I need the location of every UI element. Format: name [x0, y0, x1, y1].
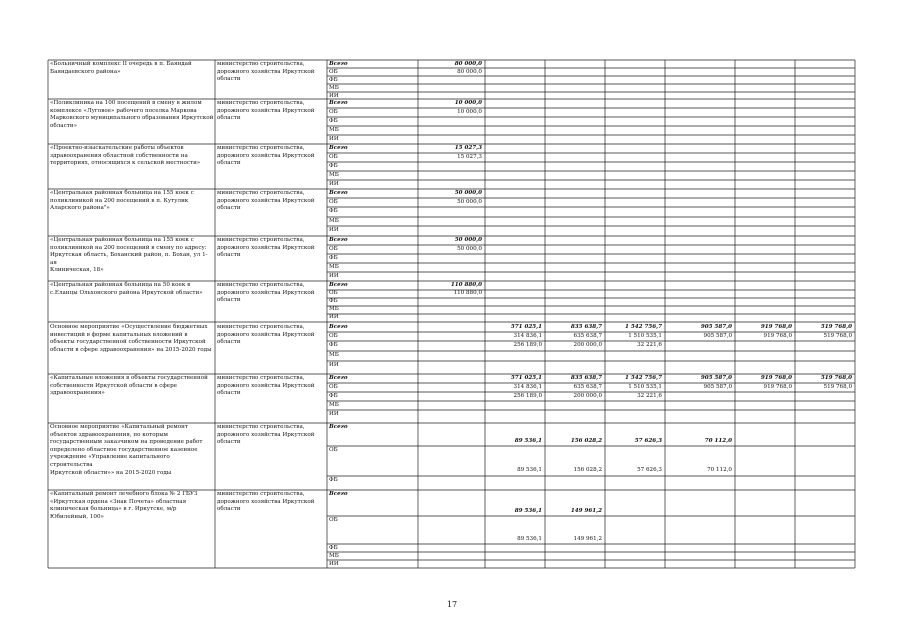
label-total: Всего — [329, 100, 348, 106]
row-name: «Капитальные вложения в объекты государственной собственности Иркутской области в сфере здравоохранения» — [50, 375, 208, 397]
label-ii: ИИ — [329, 93, 339, 99]
value-ob: 314 836,1 — [513, 333, 542, 339]
label-fb: ФБ — [329, 545, 338, 551]
value-ob: 314 836,1 — [513, 384, 542, 390]
label-ob: ОБ — [329, 199, 338, 205]
label-ob: ОБ — [329, 333, 338, 339]
value-total: 919 768,0 — [760, 375, 792, 381]
value-total: 10 000,0 — [454, 100, 482, 106]
label-total: Всего — [329, 237, 348, 243]
row-name: «Больничный комплекс II очередь в п. Баяндай Баяндаевского района» — [50, 61, 192, 75]
label-fb: ФБ — [329, 208, 338, 214]
value-total: 835 638,7 — [570, 324, 602, 330]
value-ob: 80 000,0 — [457, 69, 482, 75]
value-ob: 905 587,0 — [703, 384, 732, 390]
label-ii: ИИ — [329, 227, 339, 233]
value-fb: 200 000,0 — [573, 342, 602, 348]
label-ob: ОБ — [329, 109, 338, 115]
label-total: Всего — [329, 424, 348, 430]
value-fb: 32 221,6 — [637, 393, 662, 399]
value-total: 835 638,7 — [570, 375, 602, 381]
value-ob: 919 768,0 — [763, 333, 792, 339]
label-mb: МБ — [329, 553, 339, 559]
value-ob: 149 961,2 — [573, 536, 602, 542]
value-ob: 919 768,0 — [763, 384, 792, 390]
value-total: 156 028,2 — [570, 438, 602, 444]
row-name: «Проектно-изыскательские работы объектов здравоохранения областной собственности на территориях, относящихся к сельской местности» — [50, 145, 201, 167]
value-total: 89 536,1 — [514, 508, 542, 514]
value-total: 70 112,0 — [704, 438, 732, 444]
row-org: министерство строительства, дорожного хозяйства Иркутской области — [217, 237, 315, 259]
value-ob: 89 536,1 — [517, 467, 542, 473]
value-ob: 70 112,0 — [707, 467, 732, 473]
value-ob: 156 028,2 — [573, 467, 602, 473]
value-total: 571 025,1 — [510, 375, 542, 381]
value-ob: 1 510 535,1 — [628, 333, 662, 339]
row-name: Основное мероприятие «Осуществление бюджетных инвестиций в форме капитальных вложений в объекты государственной собственности Иркутской области в сфере здравоохранения» на 2015-2020 годы — [50, 324, 212, 353]
label-ii: ИИ — [329, 362, 339, 368]
row-name: Основное мероприятие «Капитальный ремонт объектов здравоохранения, по которым государственным заказчиком на проведение работ определено областное государственное казенное учреждение «Управление капитального строительства Иркутской области»» на 2015-2020 годы — [50, 424, 203, 476]
row-name: «Поликлиника на 100 посещений в смену в жилом комплексе «Луговое» рабочего поселка Маркова Марковского муниципального образования Иркутской области» — [50, 100, 214, 129]
value-ob: 635 638,7 — [573, 333, 602, 339]
value-total: 519 768,0 — [820, 324, 852, 330]
label-total: Всего — [329, 324, 348, 330]
value-ob: 519 768,0 — [823, 384, 852, 390]
label-fb: ФБ — [329, 118, 338, 124]
label-mb: МБ — [329, 172, 339, 178]
row-name: «Центральная районная больница на 155 коек с поликлиникой на 200 посещений в п. Кутулик Аларского района"» — [50, 190, 194, 212]
label-ii: ИИ — [329, 411, 339, 417]
row-name: «Капитальный ремонт лечебного блока № 2 ГБУЗ «Иркутская ордена «Знак Почета» областная клиническая больница» в г. Иркутске, м/р Юбилейный, 100» — [50, 491, 198, 520]
value-total: 50 000,0 — [454, 190, 482, 196]
value-total: 110 880,0 — [450, 282, 482, 288]
label-total: Всего — [329, 190, 348, 196]
label-ob: ОБ — [329, 517, 338, 523]
value-ob: 905 587,0 — [703, 333, 732, 339]
value-ob: 15 027,3 — [457, 154, 482, 160]
label-ob: ОБ — [329, 246, 338, 252]
value-total: 89 536,1 — [514, 438, 542, 444]
label-fb: ФБ — [329, 163, 338, 169]
value-total: 571 025,1 — [510, 324, 542, 330]
value-total: 919 768,0 — [760, 324, 792, 330]
label-ii: ИИ — [329, 181, 339, 187]
value-total: 1 542 756,7 — [625, 324, 662, 330]
label-mb: МБ — [329, 402, 339, 408]
value-ob: 1 510 535,1 — [628, 384, 662, 390]
value-total: 519 768,0 — [820, 375, 852, 381]
label-total: Всего — [329, 375, 348, 381]
row-name: «Центральная районная больница на 155 коек с поликлиникой на 200 посещений в смену по адресу: Иркутская область, Боханский район, п. Бохан, ул 1-ая Клиническая, 18» — [50, 237, 208, 274]
value-ob: 519 768,0 — [823, 333, 852, 339]
label-total: Всего — [329, 61, 348, 67]
label-ii: ИИ — [329, 314, 339, 320]
value-total: 905 587,0 — [700, 375, 732, 381]
row-org: министерство строительства, дорожного хозяйства Иркутской области — [217, 375, 315, 397]
row-org: министерство строительства, дорожного хозяйства Иркутской области — [217, 491, 315, 513]
value-total: 57 626,3 — [634, 438, 662, 444]
label-total: Всего — [329, 491, 348, 497]
value-ob: 635 638,7 — [573, 384, 602, 390]
value-total: 50 000,0 — [454, 237, 482, 243]
value-total: 1 542 756,7 — [625, 375, 662, 381]
label-ob: ОБ — [329, 69, 338, 75]
row-org: министерство строительства, дорожного хозяйства Иркутской области — [217, 190, 315, 212]
label-fb: ФБ — [329, 393, 338, 399]
label-ob: ОБ — [329, 384, 338, 390]
value-fb: 32 221,6 — [637, 342, 662, 348]
row-org: министерство строительства, дорожного хозяйства Иркутской области — [217, 100, 315, 122]
row-name: «Центральная районная больница на 50 коек в с.Еланцы Ольхонского района Иркутской области» — [50, 282, 203, 296]
row-org: министерство строительства, дорожного хозяйства Иркутской области — [217, 145, 315, 167]
label-mb: МБ — [329, 85, 339, 91]
row-org: министерство строительства, дорожного хозяйства Иркутской области — [217, 282, 315, 304]
label-fb: ФБ — [329, 298, 338, 304]
value-total: 15 027,3 — [454, 145, 482, 151]
label-ii: ИИ — [329, 561, 339, 567]
value-ob: 50 000,0 — [457, 246, 482, 252]
value-ob: 110 880,0 — [453, 290, 482, 296]
value-ob: 57 626,3 — [637, 467, 662, 473]
label-mb: МБ — [329, 218, 339, 224]
label-fb: ФБ — [329, 255, 338, 261]
value-total: 905 587,0 — [700, 324, 732, 330]
label-fb: ФБ — [329, 477, 338, 483]
label-ob: ОБ — [329, 290, 338, 296]
value-ob: 89 536,1 — [517, 536, 542, 542]
label-ob: ОБ — [329, 154, 338, 160]
value-fb: 256 189,0 — [513, 342, 542, 348]
page-number: 17 — [446, 600, 458, 609]
row-org: министерство строительства, дорожного хозяйства Иркутской области — [217, 424, 315, 446]
label-ii: ИИ — [329, 136, 339, 142]
label-total: Всего — [329, 282, 348, 288]
row-org: министерство строительства, дорожного хозяйства Иркутской области — [217, 324, 315, 346]
label-ii: ИИ — [329, 273, 339, 279]
label-mb: МБ — [329, 306, 339, 312]
value-fb: 200 000,0 — [573, 393, 602, 399]
value-fb: 256 189,0 — [513, 393, 542, 399]
label-mb: МБ — [329, 264, 339, 270]
value-total: 149 961,2 — [570, 508, 602, 514]
row-org: министерство строительства, дорожного хозяйства Иркутской области — [217, 61, 315, 83]
value-total: 80 000,0 — [454, 61, 482, 67]
value-ob: 10 000,0 — [457, 109, 482, 115]
value-ob: 50 000,0 — [457, 199, 482, 205]
label-fb: ФБ — [329, 77, 338, 83]
label-mb: МБ — [329, 352, 339, 358]
label-ob: ОБ — [329, 447, 338, 453]
label-total: Всего — [329, 145, 348, 151]
label-fb: ФБ — [329, 342, 338, 348]
label-mb: МБ — [329, 127, 339, 133]
